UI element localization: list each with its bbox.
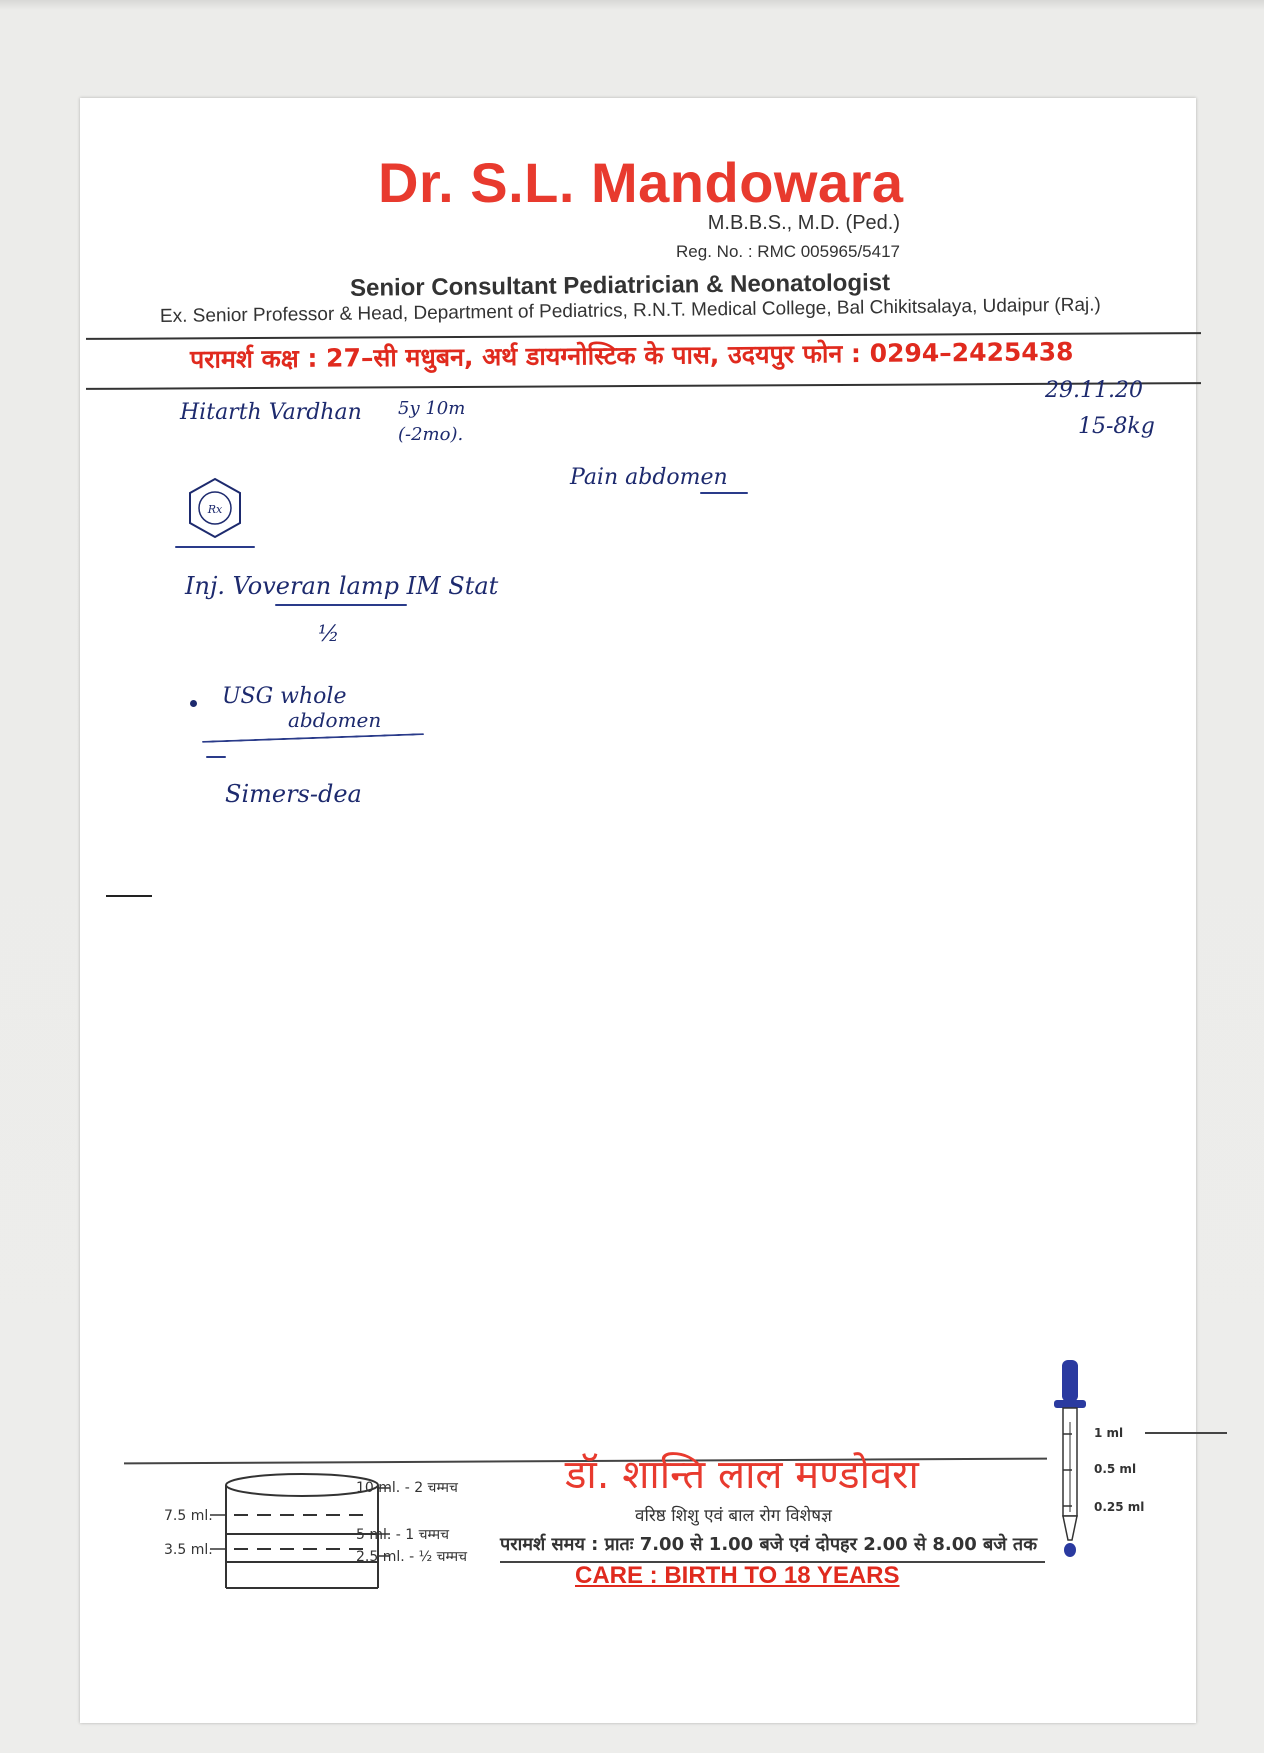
ex-position: Ex. Senior Professor & Head, Department of Pediatrics, R.N.T. Medical College, Bal Chikitsalaya, Udaipur (Raj.): [159, 294, 1101, 327]
hindi-address: परामर्श कक्ष : 27–सी मधुबन, अर्थ डायग्नोस्टिक के पास, उदयपुर फोन : 0294–2425438: [189, 337, 1074, 374]
margin-mark: [106, 895, 152, 897]
complaint-underline: [700, 492, 748, 494]
svg-text:Rx: Rx: [207, 503, 223, 516]
chief-complaint: Pain abdomen: [570, 465, 728, 490]
patient-weight-note: (-2mo).: [398, 424, 464, 445]
patient-weight: 15-8kg: [1078, 414, 1155, 439]
cup-label-3-5: 3.5 ml.: [164, 1542, 213, 1558]
care-tagline: CARE : BIRTH TO 18 YEARS: [575, 1562, 900, 1589]
injection-order: Inj. Voveran lamp IM Stat: [185, 572, 499, 600]
footer-specialist: वरिष्ठ शिशु एवं बाल रोग विशेषज्ञ: [635, 1506, 832, 1526]
investigation-line-1: USG whole: [222, 684, 347, 709]
cup-label-7-5: 7.5 ml.: [164, 1508, 213, 1524]
cup-label-2-5ml: 2.5 ml. - ½ चम्मच: [356, 1549, 468, 1565]
dropper-label-0-5ml: 0.5 ml: [1094, 1462, 1137, 1476]
consultation-timings: परामर्श समय : प्रातः 7.00 से 1.00 बजे एवं दोपहर 2.00 से 8.00 बजे तक: [500, 1534, 1038, 1555]
investigation-line-2: abdomen: [288, 708, 382, 732]
rx-underline: [175, 546, 255, 548]
doctor-title: Senior Consultant Pediatrician & Neonatologist: [349, 269, 891, 302]
dropper-icon: [1050, 1352, 1090, 1560]
doctor-signature: Simers-dea: [225, 780, 362, 808]
dropper-label-1ml: 1 ml: [1094, 1426, 1124, 1440]
patient-name: Hitarth Vardhan: [180, 400, 362, 425]
footer-divider-right: [1145, 1432, 1227, 1434]
visit-date: 29.11.20: [1045, 378, 1143, 403]
patient-age: 5y 10m: [398, 398, 466, 419]
injection-underline: [275, 604, 407, 606]
rx-stamp-icon: [180, 475, 250, 555]
registration-number: Reg. No. : RMC 005965/5417: [676, 242, 900, 261]
cup-label-10ml: 10 ml. - 2 चम्मच: [356, 1480, 458, 1496]
dropper-label-0-25ml: 0.25 ml: [1094, 1500, 1145, 1514]
investigation-bullet: [190, 700, 197, 707]
doctor-degrees: M.B.B.S., M.D. (Ped.): [707, 212, 900, 234]
investigation-tick: [206, 756, 226, 758]
footer-hindi-name: डॉ. शान्ति लाल मण्डोवरा: [565, 1452, 919, 1498]
doctor-name: Dr. S.L. Mandowara: [378, 151, 904, 214]
cup-label-5ml: 5 ml. - 1 चम्मच: [356, 1527, 449, 1543]
